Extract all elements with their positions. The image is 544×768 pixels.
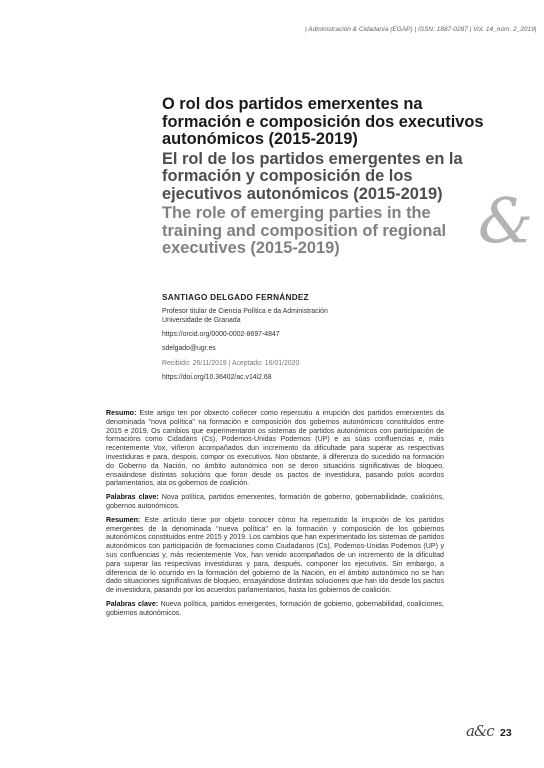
palabras-clave-es-label: Palabras clave: bbox=[106, 599, 159, 608]
title-spanish: El rol de los partidos emergentes en la formación y composición de los ejecutivos autonómicos (2015-2019) bbox=[162, 149, 463, 203]
page-number: 23 bbox=[500, 727, 512, 739]
palabras-clave-gl-label: Palabras clave: bbox=[106, 493, 159, 502]
title-galician: O rol dos partidos emerxentes na formación e composición dos executivos autonómicos (2015-2019) bbox=[162, 95, 484, 148]
author-position: Profesor titular de Ciencia Política e da Administración bbox=[162, 308, 328, 315]
author-email[interactable]: sdelgado@ugr.es bbox=[162, 345, 216, 352]
palabras-clave-es-text: Nueva política, partidos emergentes, formación de gobierno, gobernabilidad, coaliciones, gobiernos autonómicos. bbox=[106, 599, 444, 617]
palabras-clave-gl-text: Nova política, partidos emerxentes, formación de goberno, gobernabilidade, coalicións, gobernos autonómicos. bbox=[106, 493, 444, 510]
palabras-clave-es-paragraph bbox=[106, 600, 444, 618]
resumo-label: Resumo: bbox=[106, 409, 137, 417]
author-block bbox=[162, 293, 482, 382]
resumo-text: Este artigo ten por obxecto coñecer como repercutiu a irrupción dos partidos emerxentes da denominada "nova política" na formación e composición dos gobernos autonómicos constituídos entre 2015 e 2019. Os cambios que experimentaron os sistemas de partidos autonómicos con participación de formacións como Cidadáns (Cs), Podemos-Unidas Podemos (UP) e as súas confluencias e, máis recentemente Vox, viñeron acompañados dun incremento da dificultade para superar as respectivas investiduras e para, despois, compor os executivos. Non obstante, á diferenza do sucedido na formación do Goberno da Nación, no ámbito autonómico non se deron situacións significativas de bloqueo, ensaiándose distintas solucións que foron desde os pactos de investidura, pasando polos acordos parlamentarios, ata os gobernos de coalición. bbox=[106, 409, 444, 488]
journal-header: | Administración & Cidadanía (EGAP) | ISSN: 1887-0287 | Vol. 14_núm. 2_2019| bbox=[305, 26, 537, 33]
abstracts-section bbox=[106, 409, 444, 623]
resumen-label: Resumen: bbox=[106, 515, 141, 524]
title-block bbox=[162, 96, 492, 258]
author-university: Universidade de Granada bbox=[162, 317, 241, 324]
resumen-text: Este artículo tiene por objeto conocer cómo ha repercutido la irrupción de los partidos emergentes de la denominada "nueva política" en la formación y composición de los gobiernos autonómicos constituidos entre 2015 y 2019. Los cambios que han experimentado los sistemas de partidos autonómicos con participación de formaciones como Ciudadanos (Cs), Podemos-Unidas Podemos (UP) y sus confluencias y, más recientemente Vox, han venido acompañados de un incremento de la dificultad para superar las respectivas investiduras y para, después, componer los ejecutivos. Sin embargo, a diferencia de lo ocurrido en la formación del gobierno de la Nación, en el ámbito autonómico no se han dado situaciones significativas de bloqueo, ensayándose distintas soluciones que han ido desde los pactos de investidura, pasando por los acuerdos parlamentarios, hasta los gobiernos de coalición. bbox=[106, 515, 444, 595]
journal-logo: a&c bbox=[466, 722, 494, 740]
received-accepted-dates: Recibido: 26/11/2019 | Aceptado: 16/01/2020 bbox=[162, 360, 300, 367]
resumen-paragraph bbox=[106, 516, 444, 595]
palabras-clave-gl-paragraph bbox=[106, 493, 444, 511]
orcid-link[interactable]: https://orcid.org/0000-0002-8697-4847 bbox=[162, 331, 280, 338]
resumo-paragraph bbox=[106, 409, 444, 488]
author-name: SANTIAGO DELGADO FERNÁNDEZ bbox=[162, 293, 309, 302]
ampersand-decoration: & bbox=[478, 184, 534, 257]
doi-link[interactable]: https://doi.org/10.36402/ac.v14i2.68 bbox=[162, 374, 272, 381]
title-english: The role of emerging parties in the training and composition of regional executives (2015-2019) bbox=[162, 204, 447, 257]
